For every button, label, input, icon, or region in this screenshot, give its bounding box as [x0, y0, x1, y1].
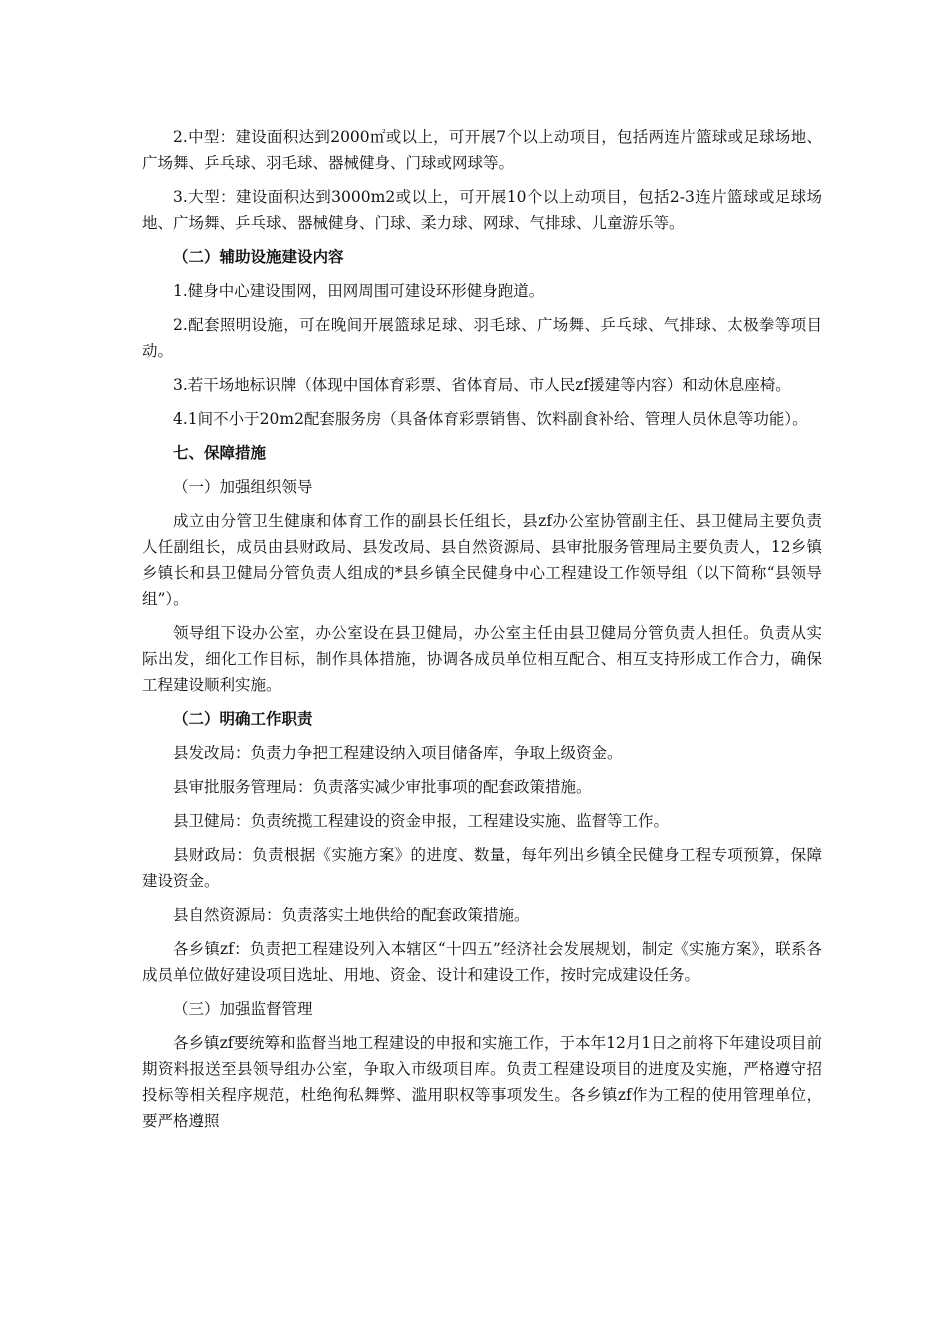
paragraph-lighting: 2.配套照明设施，可在晚间开展篮球足球、羽毛球、广场舞、乒乓球、气排球、太极拳等项目动。 — [142, 316, 822, 360]
paragraph-development-bureau: 县发改局：负责力争把工程建设纳入项目储备库，争取上级资金。 — [173, 744, 623, 762]
heading-safeguards: 七、保障措施 — [173, 444, 267, 462]
heading-auxiliary-facilities: （二）辅助设施建设内容 — [173, 248, 344, 266]
paragraph-health-bureau: 县卫健局：负责统揽工程建设的资金申报，工程建设实施、监督等工作。 — [173, 812, 670, 830]
paragraph-leading-group: 成立由分管卫生健康和体育工作的副县长任组长，县zf办公室协管副主任、县卫健局主要负责人任副组长，成员由县财政局、县发改局、县自然资源局、县审批服务管理局主要负责人，12乡镇乡镇长和县卫健局分管负责人组成的*县乡镇全民健身中心工程建设工作领导组（以下简称“县领导组”）。 — [142, 512, 822, 608]
paragraph-township-government: 各乡镇zf：负责把工程建设列入本辖区“十四五”经济社会发展规划，制定《实施方案》，联系各成员单位做好建设项目选址、用地、资金、设计和建设工作，按时完成建设任务。 — [142, 940, 822, 984]
paragraph-resources-bureau: 县自然资源局：负责落实土地供给的配套政策措施。 — [173, 906, 530, 924]
document-page — [142, 124, 822, 1142]
heading-supervision: （三）加强监督管理 — [173, 1000, 313, 1018]
paragraph-large-type: 3.大型：建设面积达到3000m2或以上，可开展10个以上动项目，包括2-3连片篮球或足球场地、广场舞、乒乓球、器械健身、门球、柔力球、网球、气排球、儿童游乐等。 — [142, 188, 822, 232]
paragraph-medium-type: 2.中型：建设面积达到2000㎡或以上，可开展7个以上动项目，包括两连片篮球或足球场地、广场舞、乒乓球、羽毛球、器械健身、门球或网球等。 — [142, 128, 822, 172]
paragraph-signage: 3.若干场地标识牌（体现中国体育彩票、省体育局、市人民zf援建等内容）和动休息座椅。 — [173, 376, 791, 394]
heading-responsibilities: （二）明确工作职责 — [173, 710, 313, 728]
paragraph-finance-bureau: 县财政局：负责根据《实施方案》的进度、数量，每年列出乡镇全民健身工程专项预算，保障建设资金。 — [142, 846, 822, 890]
paragraph-supervision: 各乡镇zf要统筹和监督当地工程建设的申报和实施工作，于本年12月1日之前将下年建设项目前期资料报送至县领导组办公室，争取入市级项目库。负责工程建设项目的进度及实施，严格遵守招投标等相关程序规范，杜绝徇私舞弊、滥用职权等事项发生。各乡镇zf作为工程的使用管理单位，要严格遵照 — [142, 1034, 822, 1130]
paragraph-approval-bureau: 县审批服务管理局：负责落实减少审批事项的配套政策措施。 — [173, 778, 592, 796]
paragraph-service-room: 4.1间不小于20m2配套服务房（具备体育彩票销售、饮料副食补给、管理人员休息等功能）。 — [173, 410, 808, 428]
paragraph-fence: 1.健身中心建设围网，田网周围可建设环形健身跑道。 — [173, 282, 545, 300]
heading-organization: （一）加强组织领导 — [173, 478, 313, 496]
paragraph-office: 领导组下设办公室，办公室设在县卫健局，办公室主任由县卫健局分管负责人担任。负责从实际出发，细化工作目标，制作具体措施，协调各成员单位相互配合、相互支持形成工作合力，确保工程建设顺利实施。 — [142, 624, 822, 694]
